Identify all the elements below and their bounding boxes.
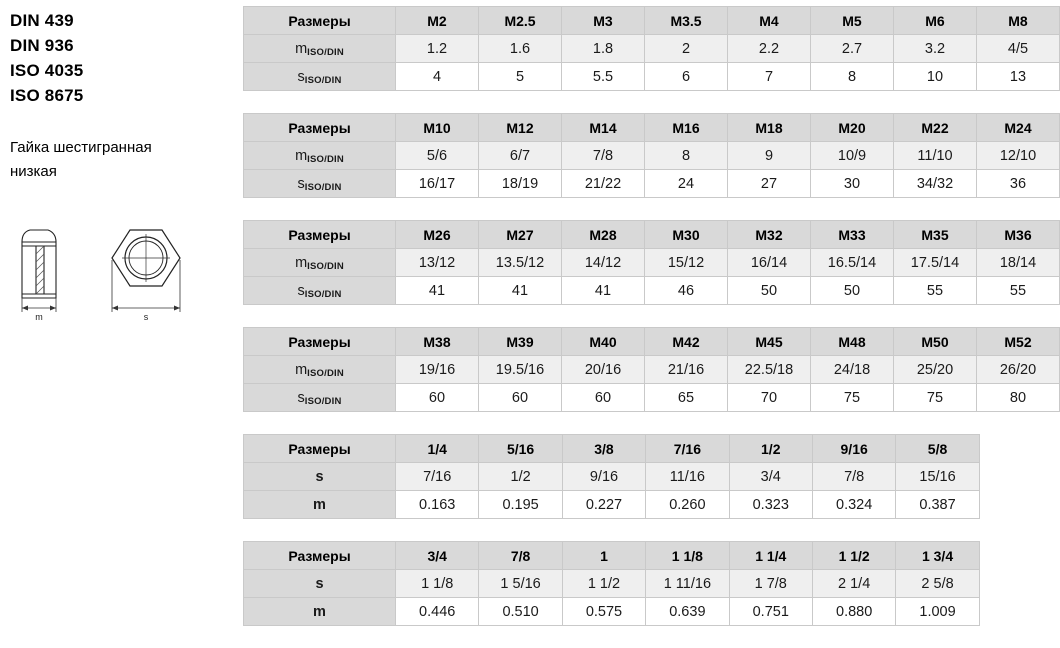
table-row [244,249,1060,277]
table-row [244,356,1060,384]
data-cell: 16/17 [396,170,479,198]
table-row [244,63,1060,91]
row-label: mISO/DIN [244,142,396,170]
header-cell: M38 [396,328,479,356]
data-cell: 0.260 [646,491,729,519]
data-cell: 24 [645,170,728,198]
header-cell: Размеры [244,221,396,249]
header-cell: M3.5 [645,7,728,35]
data-cell: 3.2 [894,35,977,63]
header-cell: 1 1/4 [729,542,812,570]
header-cell: M2.5 [479,7,562,35]
data-cell: 1/2 [479,463,562,491]
table-imperial-1 [243,434,980,519]
header-cell: M4 [728,7,811,35]
hex-nut-drawing [10,202,210,322]
header-cell: 1 3/4 [896,542,979,570]
header-cell: 1 [562,542,645,570]
data-cell: 19/16 [396,356,479,384]
data-cell: 70 [728,384,811,412]
header-cell: Размеры [244,114,396,142]
data-cell: 24/18 [811,356,894,384]
data-cell: 0.163 [396,491,479,519]
header-cell: M6 [894,7,977,35]
data-cell: 55 [977,277,1060,305]
header-cell: 3/8 [562,435,645,463]
table-row [244,542,980,570]
table-row [244,598,980,626]
header-cell: M39 [479,328,562,356]
data-cell: 80 [977,384,1060,412]
data-cell: 18/14 [977,249,1060,277]
data-cell: 5 [479,63,562,91]
data-cell: 0.639 [646,598,729,626]
table-row [244,463,980,491]
table-row [244,142,1060,170]
header-cell: M16 [645,114,728,142]
standard-item: ISO 8675 [10,86,84,105]
header-cell: M32 [728,221,811,249]
header-cell: M40 [562,328,645,356]
data-cell: 22.5/18 [728,356,811,384]
data-cell: 0.227 [562,491,645,519]
data-cell: 1 7/8 [729,570,812,598]
data-cell: 41 [562,277,645,305]
table-metric-4 [243,327,1060,412]
data-cell: 0.446 [396,598,479,626]
table-row [244,221,1060,249]
row-label: s [244,463,396,491]
data-cell: 1.2 [396,35,479,63]
data-cell: 21/22 [562,170,645,198]
data-cell: 34/32 [894,170,977,198]
data-cell: 50 [728,277,811,305]
data-cell: 8 [645,142,728,170]
spec-tables [243,6,1037,648]
table-row [244,384,1060,412]
row-label: sISO/DIN [244,170,396,198]
data-cell: 27 [728,170,811,198]
header-cell: 1/2 [729,435,812,463]
data-cell: 2 [645,35,728,63]
data-cell: 2.7 [811,35,894,63]
row-label: mISO/DIN [244,356,396,384]
table-row [244,328,1060,356]
table-imperial-2 [243,541,980,626]
data-cell: 1 1/8 [396,570,479,598]
header-cell: 1 1/2 [812,542,895,570]
data-cell: 60 [562,384,645,412]
data-cell: 1.8 [562,35,645,63]
table-row [244,435,980,463]
standard-item: DIN 439 [10,11,74,30]
table-row [244,570,980,598]
header-cell: M14 [562,114,645,142]
header-cell: M22 [894,114,977,142]
data-cell: 50 [811,277,894,305]
data-cell: 14/12 [562,249,645,277]
row-label: sISO/DIN [244,63,396,91]
header-cell: M45 [728,328,811,356]
table-metric-1 [243,6,1060,91]
data-cell: 55 [894,277,977,305]
data-cell: 7 [728,63,811,91]
data-cell: 7/8 [562,142,645,170]
data-cell: 1 5/16 [479,570,562,598]
data-cell: 3/4 [729,463,812,491]
header-cell: 1 1/8 [646,542,729,570]
data-cell: 4 [396,63,479,91]
header-cell: 7/8 [479,542,562,570]
table-row [244,7,1060,35]
data-cell: 41 [396,277,479,305]
data-cell: 16.5/14 [811,249,894,277]
data-cell: 75 [894,384,977,412]
header-cell: M2 [396,7,479,35]
header-cell: M3 [562,7,645,35]
data-cell: 19.5/16 [479,356,562,384]
data-cell: 13/12 [396,249,479,277]
data-cell: 4/5 [977,35,1060,63]
data-cell: 1.009 [896,598,979,626]
data-cell: 10 [894,63,977,91]
header-cell: M8 [977,7,1060,35]
header-cell: Размеры [244,435,396,463]
row-label: m [244,598,396,626]
header-cell: M20 [811,114,894,142]
data-cell: 13 [977,63,1060,91]
row-label: s [244,570,396,598]
data-cell: 60 [396,384,479,412]
header-cell: M42 [645,328,728,356]
data-cell: 1.6 [479,35,562,63]
header-cell: Размеры [244,542,396,570]
row-label: m [244,491,396,519]
header-cell: M30 [645,221,728,249]
data-cell: 46 [645,277,728,305]
header-cell: Размеры [244,7,396,35]
header-cell: M26 [396,221,479,249]
data-cell: 9/16 [562,463,645,491]
header-cell: M5 [811,7,894,35]
data-cell: 15/12 [645,249,728,277]
data-cell: 18/19 [479,170,562,198]
data-cell: 5/6 [396,142,479,170]
part-name [10,136,235,184]
data-cell: 2 5/8 [896,570,979,598]
table-row [244,35,1060,63]
data-cell: 0.323 [729,491,812,519]
data-cell: 2.2 [728,35,811,63]
data-cell: 60 [479,384,562,412]
left-info-panel [10,8,235,327]
standard-item: DIN 936 [10,36,74,55]
data-cell: 7/8 [812,463,895,491]
header-cell: M33 [811,221,894,249]
data-cell: 75 [811,384,894,412]
table-row [244,170,1060,198]
header-cell: M18 [728,114,811,142]
data-cell: 0.324 [812,491,895,519]
header-cell: 9/16 [812,435,895,463]
data-cell: 16/14 [728,249,811,277]
data-cell: 2 1/4 [812,570,895,598]
dim-s-label: s [143,312,149,322]
row-label: mISO/DIN [244,35,396,63]
data-cell: 13.5/12 [479,249,562,277]
data-cell: 9 [728,142,811,170]
header-cell: 1/4 [396,435,479,463]
table-row [244,277,1060,305]
header-cell: 5/16 [479,435,562,463]
header-cell: 7/16 [646,435,729,463]
header-cell: 3/4 [396,542,479,570]
header-cell: M24 [977,114,1060,142]
header-cell: M10 [396,114,479,142]
data-cell: 1 11/16 [646,570,729,598]
data-cell: 0.751 [729,598,812,626]
header-cell: Размеры [244,328,396,356]
data-cell: 8 [811,63,894,91]
part-name-line2: низкая [10,163,57,180]
dim-m-label: m [35,312,43,322]
data-cell: 17.5/14 [894,249,977,277]
data-cell: 0.880 [812,598,895,626]
data-cell: 0.387 [896,491,979,519]
row-label: sISO/DIN [244,277,396,305]
data-cell: 12/10 [977,142,1060,170]
header-cell: M27 [479,221,562,249]
data-cell: 10/9 [811,142,894,170]
data-cell: 15/16 [896,463,979,491]
table-metric-2 [243,113,1060,198]
data-cell: 6/7 [479,142,562,170]
data-cell: 11/10 [894,142,977,170]
data-cell: 5.5 [562,63,645,91]
header-cell: M35 [894,221,977,249]
header-cell: M12 [479,114,562,142]
header-cell: M48 [811,328,894,356]
part-name-line1: Гайка шестигранная [10,139,152,156]
data-cell: 36 [977,170,1060,198]
data-cell: 25/20 [894,356,977,384]
data-cell: 41 [479,277,562,305]
row-label: mISO/DIN [244,249,396,277]
header-cell: M28 [562,221,645,249]
header-cell: M52 [977,328,1060,356]
data-cell: 30 [811,170,894,198]
standard-item: ISO 4035 [10,61,84,80]
table-row [244,491,980,519]
data-cell: 0.575 [562,598,645,626]
header-cell: 5/8 [896,435,979,463]
data-cell: 21/16 [645,356,728,384]
data-cell: 7/16 [396,463,479,491]
data-cell: 1 1/2 [562,570,645,598]
data-cell: 11/16 [646,463,729,491]
standards-list [10,8,235,108]
table-metric-3 [243,220,1060,305]
data-cell: 65 [645,384,728,412]
data-cell: 20/16 [562,356,645,384]
data-cell: 0.195 [479,491,562,519]
header-cell: M50 [894,328,977,356]
table-row [244,114,1060,142]
data-cell: 0.510 [479,598,562,626]
header-cell: M36 [977,221,1060,249]
row-label: sISO/DIN [244,384,396,412]
data-cell: 26/20 [977,356,1060,384]
data-cell: 6 [645,63,728,91]
